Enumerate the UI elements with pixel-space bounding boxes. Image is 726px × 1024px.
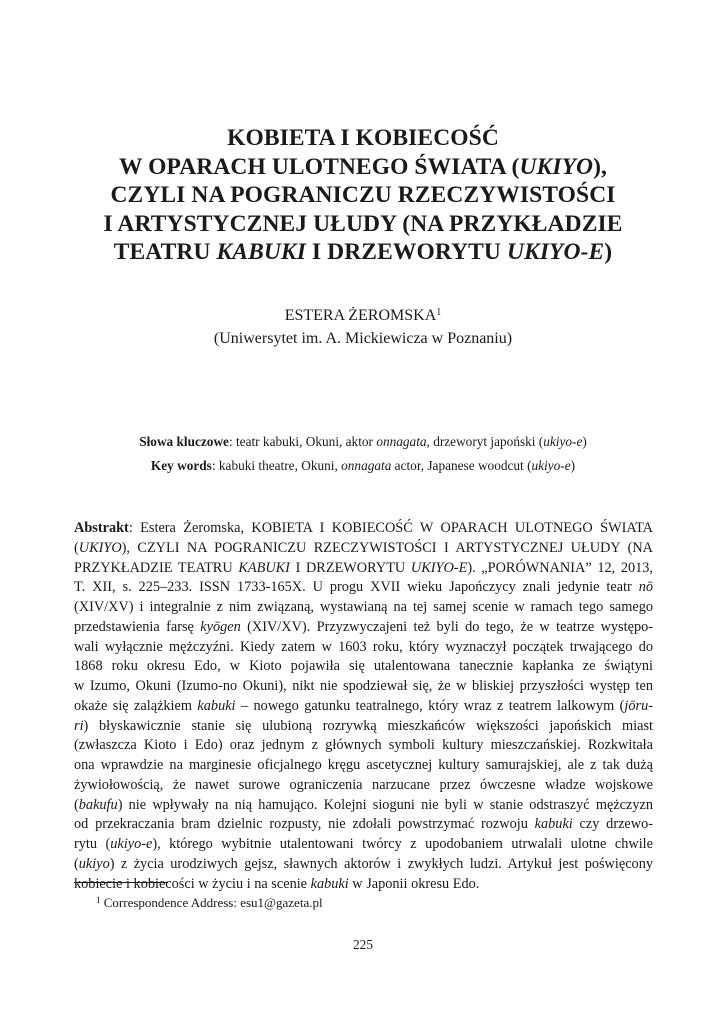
abstract-italic: kabuki xyxy=(310,875,349,892)
abstract-text: ) nie wpływały na nią hamująco. Kolejni sioguni nie byli w stanie odstraszyć mężczyzn xyxy=(117,796,653,813)
abstract-text: PRZYKŁADZIE TEATRU xyxy=(74,559,239,576)
abstract-line xyxy=(74,776,653,796)
title-italic: KABUKI xyxy=(216,239,306,265)
abstract-line xyxy=(74,657,653,677)
title-line xyxy=(60,153,666,182)
abstract-text: ), którego wybitnie utalentowani twórcy z upodobaniem utrwalali ulotne chwile xyxy=(152,836,653,852)
abstract-text: rytu ( xyxy=(74,836,111,852)
abstract-line xyxy=(74,539,653,559)
title-text: W OPARACH ULOTNEGO ŚWIATA ( xyxy=(118,153,520,180)
article-title xyxy=(60,124,666,267)
abstract-italic: nō xyxy=(638,579,653,596)
abstract-text: (XIV/XV) i integralnie z nim związaną, wystawianą na tej samej scenie w ramach tego samego xyxy=(74,599,653,615)
abstract-text: ( xyxy=(74,539,79,556)
keywords-label: Key words xyxy=(150,458,212,473)
title-line xyxy=(60,124,666,153)
abstract-italic: kabuki xyxy=(197,697,236,714)
abstract-text: okaże się zalążkiem xyxy=(74,697,198,714)
keywords-block xyxy=(40,430,686,478)
title-italic: UKIYO-E xyxy=(506,239,605,265)
abstract-text: od przekraczania bram dzielnic rozpusty, nie zdołali powstrzymać rozwoju xyxy=(74,816,535,833)
abstract-italic: bakufu xyxy=(78,796,118,813)
title-line xyxy=(60,181,666,210)
title-text: I DRZEWORYTU xyxy=(305,239,507,265)
abstract-text: ), CZYLI NA POGRANICZU RZECZYWISTOŚCI I ARTYSTYCZNEJ UŁUDY (NA xyxy=(121,539,653,556)
footnote xyxy=(96,891,323,912)
keywords-text: ) xyxy=(570,458,576,473)
title-text: KOBIETA I KOBIECOŚĆ xyxy=(227,125,499,151)
author-name xyxy=(60,301,666,327)
title-text: TEATRU xyxy=(113,239,217,265)
abstract-text: czy drzewo- xyxy=(572,816,654,833)
abstract-line xyxy=(74,835,653,855)
keywords-italic: ukiyo-e xyxy=(531,458,571,473)
abstract-text: – nowego gatunku teatralnego, który wraz z teatrem lalkowym ( xyxy=(235,697,625,714)
abstract-text: ) z życia urodziwych gejsz, sławnych aktorów i zwykłych ludzi. Artykuł jest poświęcony xyxy=(109,855,653,872)
abstract-line xyxy=(74,598,653,618)
abstract-italic: jōru- xyxy=(624,697,653,714)
abstract-text: wali wyłącznie mężczyźni. Kiedy zatem w 1603 roku, który wyznaczył początek trwającego do xyxy=(74,638,653,655)
page-number: 225 xyxy=(353,937,373,952)
footnote-divider xyxy=(74,882,168,883)
abstract-text: ( xyxy=(74,796,79,813)
abstract-text: ). „PORÓWNANIA” 12, 2013, xyxy=(467,559,653,576)
abstract-italic: ukiyo xyxy=(78,855,110,872)
abstract-block xyxy=(74,519,653,894)
abstract-text: w Japonii okresu Edo. xyxy=(348,875,480,892)
abstract-line xyxy=(74,559,653,579)
keywords-pl xyxy=(40,430,686,454)
abstract-italic: ukiyo-e xyxy=(110,836,153,852)
title-italic: UKIYO xyxy=(519,153,594,180)
keywords-en xyxy=(40,454,686,478)
abstract-text: kobiecie i kobiecości w życiu i na scenie xyxy=(74,875,311,892)
title-text: ), xyxy=(593,153,608,180)
abstract-italic: UKIYO-E xyxy=(410,559,468,576)
title-line xyxy=(60,210,666,239)
abstract-text: T. XII, s. 225–233. ISSN 1733-165X. U progu XVII wieku Japończycy znali jedynie teatr xyxy=(74,579,639,596)
author-block xyxy=(60,301,666,350)
keywords-text: , drzeworyt japoński ( xyxy=(426,434,544,449)
abstract-line xyxy=(74,618,653,638)
keywords-text: : kabuki theatre, Okuni, xyxy=(211,458,342,473)
abstract-text: w Izumo, Okuni (Izumo-no Okuni), nikt nie spodziewał się, że w bliskiej przyszłości występ ten xyxy=(74,678,653,694)
abstract-label: Abstrakt xyxy=(74,520,129,536)
abstract-text: przedstawienia farsę xyxy=(74,618,201,635)
abstract-text: (XIV/XV). Przyzwyczajeni też byli do tego, że w teatrze występo- xyxy=(240,618,653,635)
keywords-italic: onnagata xyxy=(341,458,392,473)
abstract-line xyxy=(74,638,653,658)
abstract-italic: UKIYO xyxy=(78,539,122,556)
author-affiliation: (Uniwersytet im. A. Mickiewicza w Poznaniu) xyxy=(213,330,513,347)
abstract-italic: kyōgen xyxy=(200,618,241,635)
footnote-text: Correspondence Address: esu1@gazeta.pl xyxy=(100,895,323,910)
abstract-text: ( xyxy=(74,855,79,872)
title-text: CZYLI NA POGRANICZU RZECZYWISTOŚCI xyxy=(110,182,616,208)
title-line xyxy=(60,238,666,267)
abstract-text: żywiołowością, że nawet surowe ograniczenia narzucane przez ówczesne władze wojskowe xyxy=(74,776,653,793)
abstract-line xyxy=(74,756,653,776)
abstract-line xyxy=(74,796,653,816)
keywords-text: : teatr kabuki, Okuni, aktor xyxy=(228,434,377,449)
abstract-text: I DRZEWORYTU xyxy=(289,559,411,576)
abstract-line xyxy=(74,855,653,875)
abstract-line xyxy=(74,578,653,598)
abstract-text: (zwłaszcza Kioto i Edo) oraz jednym z głównych symboli kultury mieszczańskiej. Rozkwitała xyxy=(74,737,653,754)
abstract-italic: ri xyxy=(74,717,84,734)
abstract-line xyxy=(74,717,653,737)
keywords-italic: onnagata xyxy=(376,434,427,449)
keywords-italic: ukiyo-e xyxy=(543,434,583,449)
footnote-mark: 1 xyxy=(96,895,101,905)
keywords-text: ) xyxy=(582,434,587,449)
abstract-italic: KABUKI xyxy=(238,559,290,576)
abstract-text: ona wprawdzie na marginesie oficjalnego kręgu ascetycznej kultury samurajskiej, ale z tak dużą xyxy=(74,757,653,773)
abstract-line xyxy=(74,815,653,835)
abstract-text: ) błyskawicznie stanie się ulubioną rozrywką mieszkańców większości japońskich miast xyxy=(83,717,653,734)
title-text: I ARTYSTYCZNEJ UŁUDY (NA PRZYKŁADZIE xyxy=(103,210,623,237)
abstract-line xyxy=(74,736,653,756)
abstract-text: 1868 roku okresu Edo, w Kioto pojawiła się utalentowana tanecznie kapłanka ze świątyni xyxy=(74,658,653,675)
title-text: ) xyxy=(604,239,613,265)
abstract-italic: kabuki xyxy=(534,816,573,833)
abstract-text: : Estera Żeromska, KOBIETA I KOBIECOŚĆ W OPARACH ULOTNEGO ŚWIATA xyxy=(128,520,653,536)
abstract-line xyxy=(74,677,653,697)
footnote-ref[interactable]: 1 xyxy=(436,307,442,318)
keywords-text: actor, Japanese woodcut ( xyxy=(391,458,532,473)
keywords-label: Słowa kluczowe xyxy=(139,434,229,449)
abstract-line xyxy=(74,697,653,717)
author-name-text: ESTERA ŻEROMSKA xyxy=(284,307,437,324)
abstract-line xyxy=(74,519,653,539)
